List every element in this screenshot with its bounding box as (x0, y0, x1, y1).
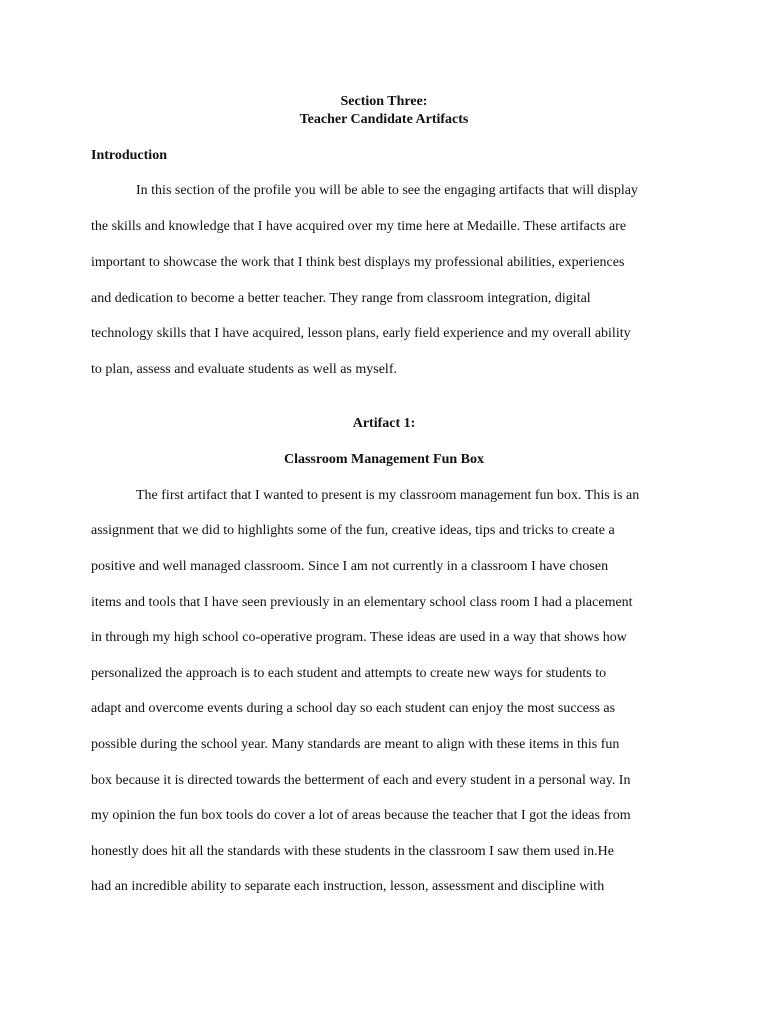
artifact-paragraph-line: my opinion the fun box tools do cover a lot of areas because the teacher that I got the ideas from (91, 808, 631, 823)
intro-paragraph-line: technology skills that I have acquired, lesson plans, early field experience and my overall ability (91, 326, 631, 341)
artifact-paragraph-line: personalized the approach is to each student and attempts to create new ways for students to (91, 666, 607, 681)
artifact-paragraph-line: box because it is directed towards the betterment of each and every student in a personal way. In (91, 773, 631, 788)
artifact-paragraph-line: The first artifact that I wanted to present is my classroom management fun box. This is an (136, 488, 640, 503)
intro-paragraph-line: to plan, assess and evaluate students as well as myself. (91, 362, 397, 377)
artifact-paragraph-line: had an incredible ability to separate each instruction, lesson, assessment and discipline with (91, 879, 605, 894)
artifact-paragraph-line: honestly does hit all the standards with these students in the classroom I saw them used in.He (91, 844, 614, 859)
intro-paragraph-line: the skills and knowledge that I have acquired over my time here at Medaille. These artifacts are (91, 219, 627, 234)
section-subtitle: Teacher Candidate Artifacts (299, 112, 469, 127)
artifact-paragraph-line: possible during the school year. Many standards are meant to align with these items in this fun (91, 737, 620, 752)
artifact-paragraph-line: in through my high school co-operative program. These ideas are used in a way that shows how (91, 630, 627, 645)
intro-paragraph-line: important to showcase the work that I think best displays my professional abilities, experiences (91, 255, 625, 270)
intro-paragraph-line: In this section of the profile you will be able to see the engaging artifacts that will display (136, 183, 638, 198)
artifact-paragraph-line: items and tools that I have seen previously in an elementary school class room I had a placement (91, 595, 633, 610)
artifact-paragraph-line: positive and well managed classroom. Since I am not currently in a classroom I have chosen (91, 559, 609, 574)
artifact-paragraph-line: assignment that we did to highlights some of the fun, creative ideas, tips and tricks to create a (91, 523, 615, 538)
artifact-paragraph-line: adapt and overcome events during a school day so each student can enjoy the most success as (91, 701, 616, 716)
artifact-title: Classroom Management Fun Box (283, 452, 485, 467)
intro-paragraph-line: and dedication to become a better teacher. They range from classroom integration, digital (91, 291, 591, 306)
introduction-heading: Introduction (91, 148, 167, 163)
section-title: Section Three: (340, 94, 428, 109)
artifact-heading: Artifact 1: (352, 416, 416, 431)
